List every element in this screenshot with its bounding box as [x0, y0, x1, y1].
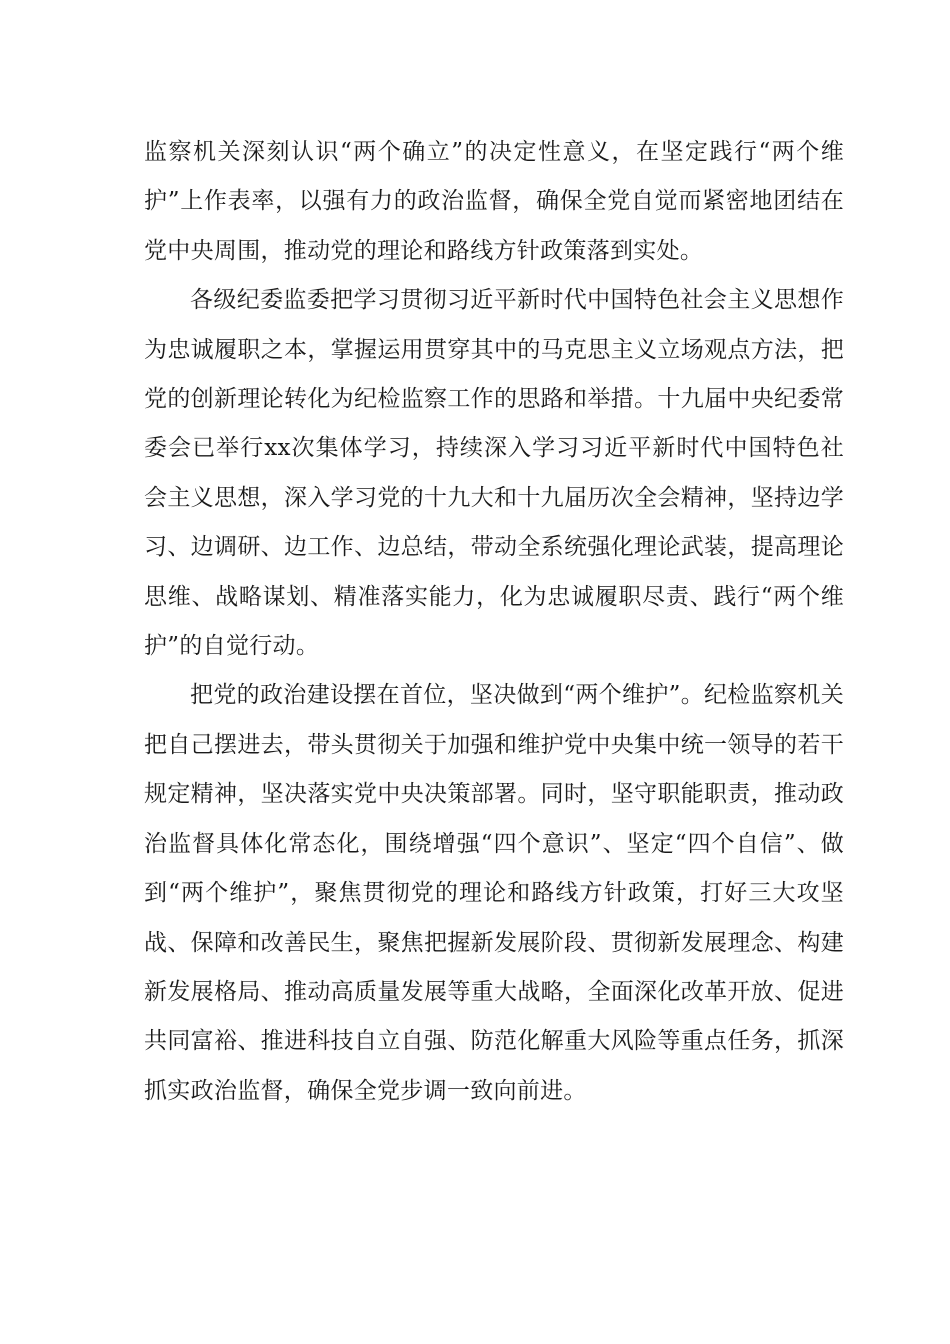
paragraph-3: 把党的政治建设摆在首位，坚决做到“两个维护”。纪检监察机关把自己摆进去，带头贯彻关于加强和维护党中央集中统一领导的若干规定精神，坚决落实党中央决策部署。同时，坚守职能职责，推动政治监督具体化常态化，围绕增强“四个意识”、坚定“四个自信”、做到“两个维护”，聚焦贯彻党的理论和路线方针政策，打好三大攻坚战、保障和改善民生，聚焦把握新发展阶段、贯彻新发展理念、构建新发展格局、推动高质量发展等重大战略，全面深化改革开放、促进共同富裕、推进科技自立自强、防范化解重大风险等重点任务，抓深抓实政治监督，确保全党步调一致向前进。 [144, 682, 844, 1104]
paragraph-2: 各级纪委监委把学习贯彻习近平新时代中国特色社会主义思想作为忠诚履职之本，掌握运用贯穿其中的马克思主义立场观点方法，把党的创新理论转化为纪检监察工作的思路和举措。十九届中央纪委常委会已举行xx次集体学习，持续深入学习习近平新时代中国特色社会主义思想，深入学习党的十九大和十九届历次全会精神，坚持边学习、边调研、边工作、边总结，带动全系统强化理论武装，提高理论思维、战略谋划、精准落实能力，化为忠诚履职尽责、践行“两个维护”的自觉行动。 [144, 287, 844, 660]
document-body [144, 128, 844, 1116]
paragraph-1: 监察机关深刻认识“两个确立”的决定性意义，在坚定践行“两个维护”上作表率，以强有力的政治监督，确保全党自觉而紧密地团结在党中央周围，推动党的理论和路线方针政策落到实处。 [144, 139, 844, 264]
